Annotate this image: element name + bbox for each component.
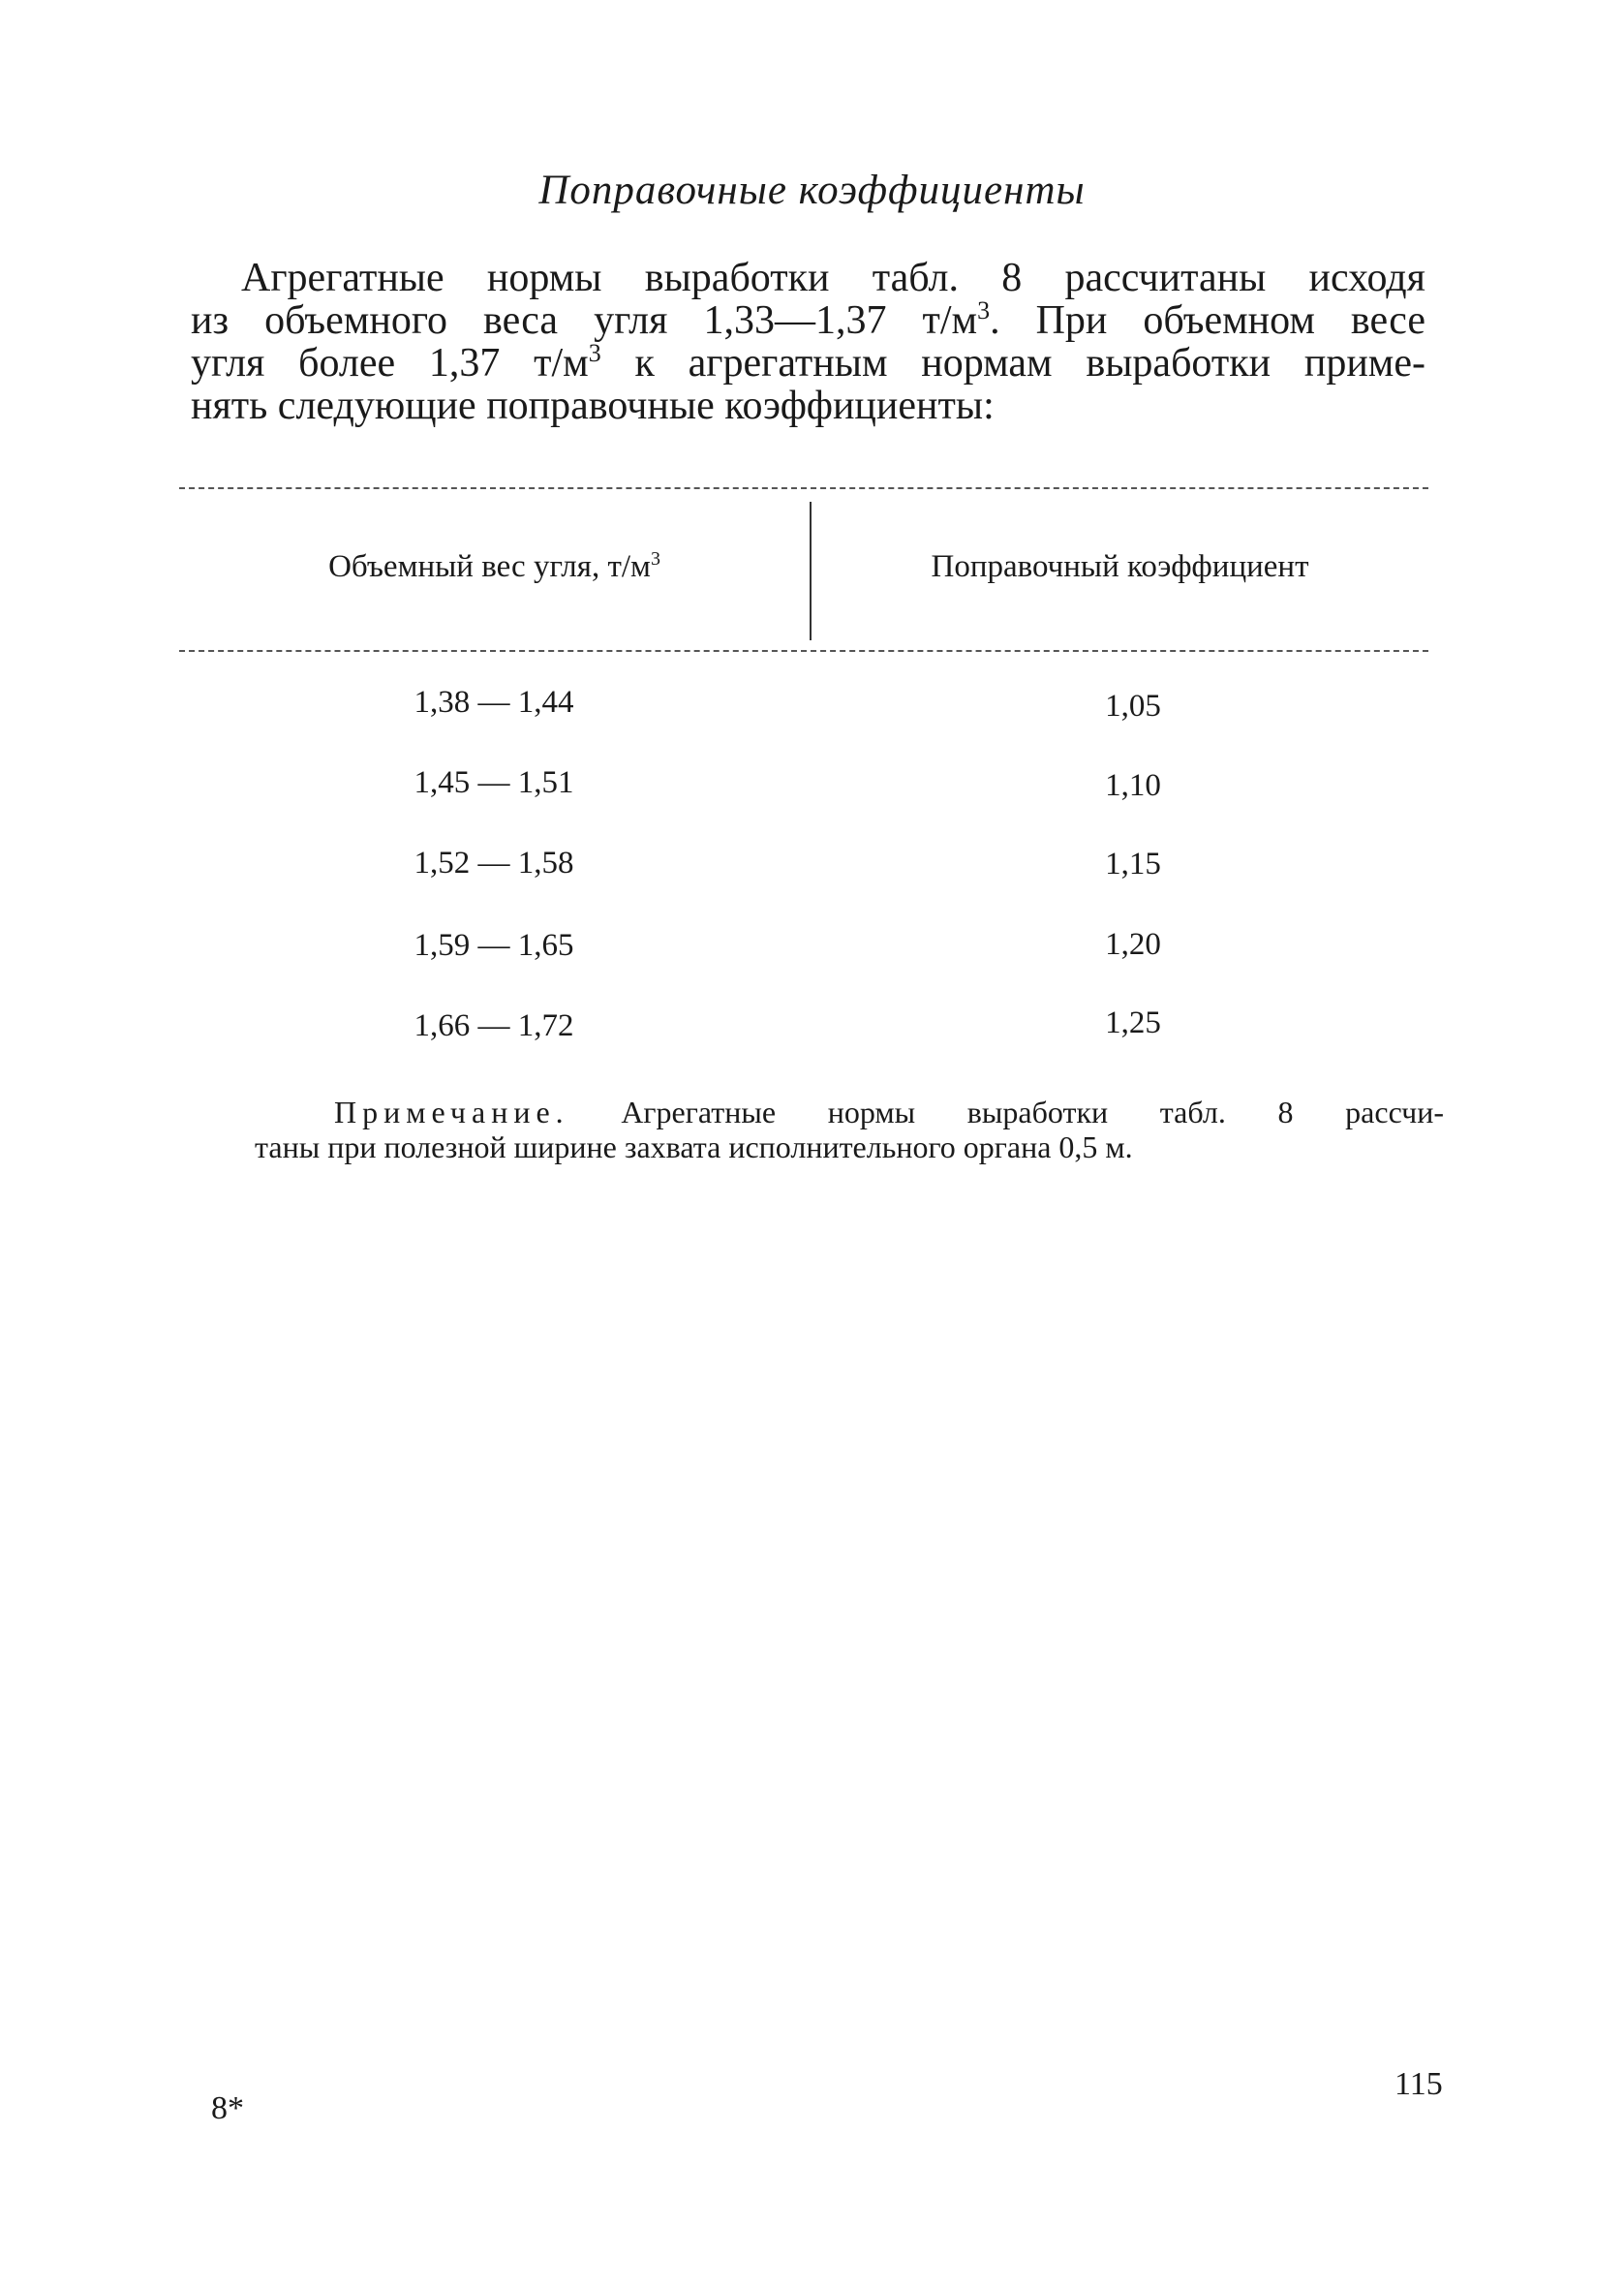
table-header-rule <box>179 650 1428 652</box>
section-title: Поправочные коэффициенты <box>538 168 1086 213</box>
table-header-weight-text: Объемный вес угля, т/м <box>328 549 651 584</box>
table-header-weight <box>179 549 810 585</box>
table-cell-coef: 1,15 <box>1105 847 1161 881</box>
table-cell-coef: 1,25 <box>1105 1005 1161 1040</box>
unit-superscript: 3 <box>588 339 601 367</box>
paragraph-line-4: нять следующие поправочные коэффициенты: <box>191 384 995 428</box>
unit-superscript: 3 <box>650 548 660 570</box>
table-header-coefficient: Поправочный коэффициент <box>931 549 1309 584</box>
page-number: 115 <box>1394 2066 1443 2102</box>
table-cell-range: 1,66 — 1,72 <box>414 1008 574 1043</box>
paragraph-line-2 <box>191 296 1425 343</box>
table-cell-range: 1,59 — 1,65 <box>414 928 574 963</box>
paragraph-line-2-tail: . При объемном весе <box>990 298 1425 343</box>
table-cell-range: 1,45 — 1,51 <box>414 765 574 800</box>
table-cell-range: 1,52 — 1,58 <box>414 846 574 881</box>
unit-superscript: 3 <box>977 296 991 325</box>
sheet-signature-mark: 8* <box>211 2090 244 2126</box>
table-cell-range: 1,38 — 1,44 <box>414 685 574 720</box>
note-line-1-text: Агрегатные нормы выработки табл. 8 рассчи- <box>621 1095 1445 1129</box>
paragraph-line-3 <box>191 339 1426 386</box>
paragraph-line-2-text: из объемного веса угля 1,33—1,37 т/м <box>191 298 978 343</box>
table-cell-coef: 1,20 <box>1105 927 1161 962</box>
intro-paragraph <box>191 257 1425 427</box>
table-note <box>255 1095 1444 1164</box>
paragraph-line-1: Агрегатные нормы выработки табл. 8 рассчитаны исходя <box>241 256 1425 300</box>
note-line-1 <box>255 1095 1444 1129</box>
paragraph-line-3-text: угля более 1,37 т/м <box>191 341 589 386</box>
paragraph-line-3-tail: к агрегатным нормам выработки приме- <box>600 341 1426 386</box>
table-top-rule <box>179 487 1428 489</box>
table-cell-coef: 1,05 <box>1105 689 1161 724</box>
table-cell-coef: 1,10 <box>1105 768 1161 803</box>
note-line-2: таны при полезной ширине захвата исполнительного органа 0,5 м. <box>255 1129 1133 1164</box>
note-label: Примечание. <box>334 1095 569 1129</box>
